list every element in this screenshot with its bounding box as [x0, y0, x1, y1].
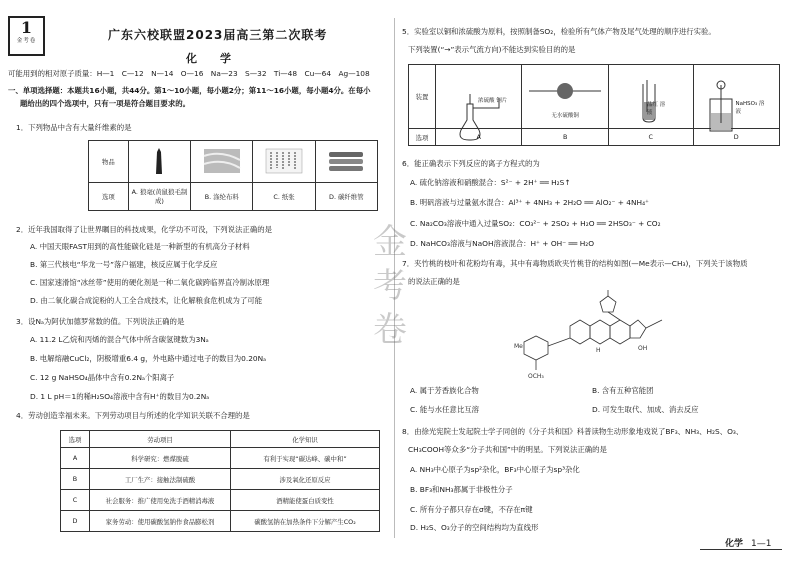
- hydrogen-label: H: [596, 347, 601, 354]
- q2-option-a: A. 中国天眼FAST用到的高性能碳化硅是一种新型的有机高分子材料: [30, 242, 250, 251]
- q2-option-d: D. 由二氧化碳合成淀粉的人工全合成技术，让化解粮食危机成为了可能: [30, 296, 263, 305]
- writing-brush-image: [138, 146, 180, 176]
- q8-option-d: D. H₂S、O₃分子的空间结构均为直线形: [410, 523, 539, 532]
- q4-header-task: 劳动项目: [90, 431, 231, 448]
- q6-option-c: C. Na₂CO₃溶液中通入过量SO₂：CO₃²⁻ + 2SO₂ + H₂O ══ 2HSO₃⁻ + CO₂: [410, 219, 661, 228]
- watermark-char-3: 卷: [373, 310, 407, 350]
- page-footer: [725, 536, 771, 549]
- q5-option-c: C: [608, 129, 693, 146]
- section-heading-line2: 题给出的四个选项中，只有一项是符合题目要求的。: [20, 99, 190, 108]
- q1-row-label-options: 选项: [89, 183, 129, 211]
- hydroxyl-label: OH: [638, 345, 648, 352]
- q4-header-knowledge: 化学知识: [231, 431, 380, 448]
- q1-image-a: [128, 141, 190, 183]
- q7-line2: 的说法正确的是: [408, 277, 460, 286]
- q1-option-b: B. 涤纶布料: [191, 183, 253, 211]
- q1-image-d: [315, 141, 377, 183]
- q3-stem: 3．设Nₐ为阿伏加德罗常数的值。下列说法正确的是: [16, 317, 185, 326]
- q7-option-a: A. 属于芳香族化合物: [410, 386, 479, 395]
- q8-option-c: C. 所有分子都只存在σ键，不存在π键: [410, 505, 533, 514]
- badge: [8, 16, 45, 56]
- polyester-fabric-image: [201, 146, 243, 176]
- methoxy-label: OCH₃: [528, 373, 544, 380]
- paper-calligraphy-image: [263, 146, 305, 176]
- carbon-fiber-tubes-image: [325, 146, 367, 176]
- q5-row-label-apparatus: 装置: [409, 65, 436, 129]
- q5-row-label-options: 选项: [409, 129, 436, 146]
- q5-apparatus-c: [608, 65, 693, 129]
- q1-table: [88, 140, 378, 211]
- footer-subject: 化学: [725, 539, 744, 549]
- q4-row-c-task: 社会服务：推广使用免洗手酒精消毒液: [90, 490, 231, 511]
- q3-option-b: B. 电解熔融CuCl₂，阴极增重6.4 g，外电路中通过电子的数目为0.20Nₐ: [30, 354, 267, 363]
- q8-line1: 8．由徐光宪院士发起院士学子同创的《分子共和国》科普读物生动形象地戏说了BF₃、NH₃、H₂S、O₃、: [402, 427, 744, 436]
- q1-row-label-items: 物品: [89, 141, 129, 183]
- q6-option-b: B. 明矾溶液与过量氨水混合：Al³⁺ + 4NH₃ + 2H₂O ══ AlO₂⁻ + 4NH₄⁺: [410, 198, 649, 207]
- watermark-char-2: 考: [373, 266, 407, 306]
- oleandrin-structure-diagram: [510, 290, 680, 380]
- q3-option-d: D. 1 L pH＝1的稀H₂SO₄溶液中含有H⁺的数目为0.2Nₐ: [30, 392, 210, 401]
- q3-option-c: C. 12 g NaHSO₄晶体中含有0.2Nₐ个阳离子: [30, 373, 175, 382]
- q7-option-d: D. 可发生取代、加成、消去反应: [592, 405, 699, 414]
- watermark-char-1: 金: [373, 222, 407, 262]
- q8-line2: CH₃COOH等众多“分子共和国”中的明星。下列说法正确的是: [408, 445, 607, 454]
- q8-option-a: A. NH₃中心原子为sp²杂化，BF₃中心原子为sp³杂化: [410, 465, 580, 474]
- q4-row-b-option: B: [61, 469, 90, 490]
- q5-line1: 5．实验室以铜和浓硫酸为原料，按照制备SO₂，检验所有气体产物及尾气处理的顺序进行实验。: [402, 27, 716, 36]
- q5-apparatus-a: [436, 65, 522, 129]
- q1-stem: 1．下列物品中含有大量纤维素的是: [16, 123, 132, 132]
- q4-header-option: 选项: [61, 431, 90, 448]
- q4-row-a-option: A: [61, 448, 90, 469]
- q2-option-b: B. 第三代核电“华龙一号”落户福建，核反应属于化学反应: [30, 260, 218, 269]
- q5-apparatus-d: [693, 65, 780, 129]
- q3-option-a: A. 11.2 L乙烷和丙烯的混合气体中所含碳氢键数为3Nₐ: [30, 335, 209, 344]
- atomic-masses: 可能用到的相对原子质量：H—1 C—12 N—14 O—16 Na—23 S—32 Ti—48 Cu—64 Ag—108: [8, 69, 370, 78]
- q2-stem: 2．近年我国取得了让世界瞩目的科技成果，化学功不可没，下列说法正确的是: [16, 225, 272, 234]
- q6-option-a: A. 硫化钠溶液和硝酸混合：S²⁻ + 2H⁺ ══ H₂S↑: [410, 178, 571, 187]
- exam-title: 广东六校联盟2023届高三第二次联考: [108, 28, 328, 42]
- q1-option-d: D. 碳纤维管: [315, 183, 377, 211]
- q1-image-b: [191, 141, 253, 183]
- q6-stem: 6．能正确表示下列反应的离子方程式的为: [402, 159, 540, 168]
- q5-option-a: A: [436, 129, 522, 146]
- q4-row-a-task: 科学研究：燃煤脱硫: [90, 448, 231, 469]
- badge-tag: 金考卷: [16, 38, 37, 44]
- q8-option-b: B. BF₃和NH₃都属于非极性分子: [410, 485, 513, 494]
- q5-option-b: B: [522, 129, 608, 146]
- q4-row-a-knowledge: 有利于实现“碳达峰、碳中和”: [231, 448, 380, 469]
- badge-number: 1: [20, 18, 33, 37]
- q4-row-b-task: 工厂生产：接触法制硫酸: [90, 469, 231, 490]
- footer-page: 1—1: [751, 539, 772, 549]
- q4-stem: 4．劳动创造幸福未来。下列劳动项目与所述的化学知识关联不合理的是: [16, 411, 250, 420]
- q5-apparatus-d-label: NaHSO₃ 溶液: [735, 100, 765, 115]
- q5-apparatus-a-label: 浓硫酸 铜片: [478, 97, 508, 104]
- me-label: Me: [514, 343, 523, 350]
- q5-apparatus-c-label: 品红 溶液: [646, 101, 666, 116]
- q4-row-b-knowledge: 涉及氧化还原反应: [231, 469, 380, 490]
- q5-table: [408, 64, 780, 146]
- q1-option-a: A. 狼毫(黄鼠狼毛制成): [128, 183, 190, 211]
- q5-line2: 下列装置(“→”表示气流方向)不能达到实验目的的是: [408, 45, 576, 54]
- q5-option-d: D: [693, 129, 780, 146]
- q2-option-c: C. 国家速滑馆“冰丝带”使用的硬化剂是一种二氧化碳跨临界直冷制冰原理: [30, 278, 270, 287]
- q7-option-b: B. 含有五种官能团: [592, 386, 654, 395]
- q5-apparatus-b: [522, 65, 608, 129]
- drying-tube-icon: [525, 75, 605, 109]
- q4-row-d-task: 家务劳动：使用碳酸氢钠作食品膨松剂: [90, 511, 231, 532]
- footer-rule: [700, 549, 782, 550]
- section-heading-line1: 一、单项选择题：本题共16小题，共44分。第1～10小题，每小题2分；第11～16小题，每小题4分。在每小: [8, 86, 371, 95]
- q4-row-d-knowledge: 碳酸氢钠在加热条件下分解产生CO₂: [231, 511, 380, 532]
- q4-table: [60, 430, 380, 532]
- q4-row-d-option: D: [61, 511, 90, 532]
- q7-option-c: C. 能与水任意比互溶: [410, 405, 479, 414]
- q4-row-c-knowledge: 酒精能使蛋白质变性: [231, 490, 380, 511]
- q7-line1: 7．夹竹桃的枝叶和花粉均有毒，其中有毒物质欧夹竹桃苷的结构如图(—Me表示—CH₃)，下列关于该物质: [402, 259, 748, 268]
- q6-option-d: D. NaHCO₃溶液与NaOH溶液混合：H⁺ + OH⁻ ══ H₂O: [410, 239, 595, 248]
- q4-row-c-option: C: [61, 490, 90, 511]
- subject-title: 化 学: [186, 52, 237, 65]
- q5-apparatus-b-label: 无水硫酸铜: [551, 112, 579, 119]
- q1-option-c: C. 纸张: [253, 183, 315, 211]
- q1-image-c: [253, 141, 315, 183]
